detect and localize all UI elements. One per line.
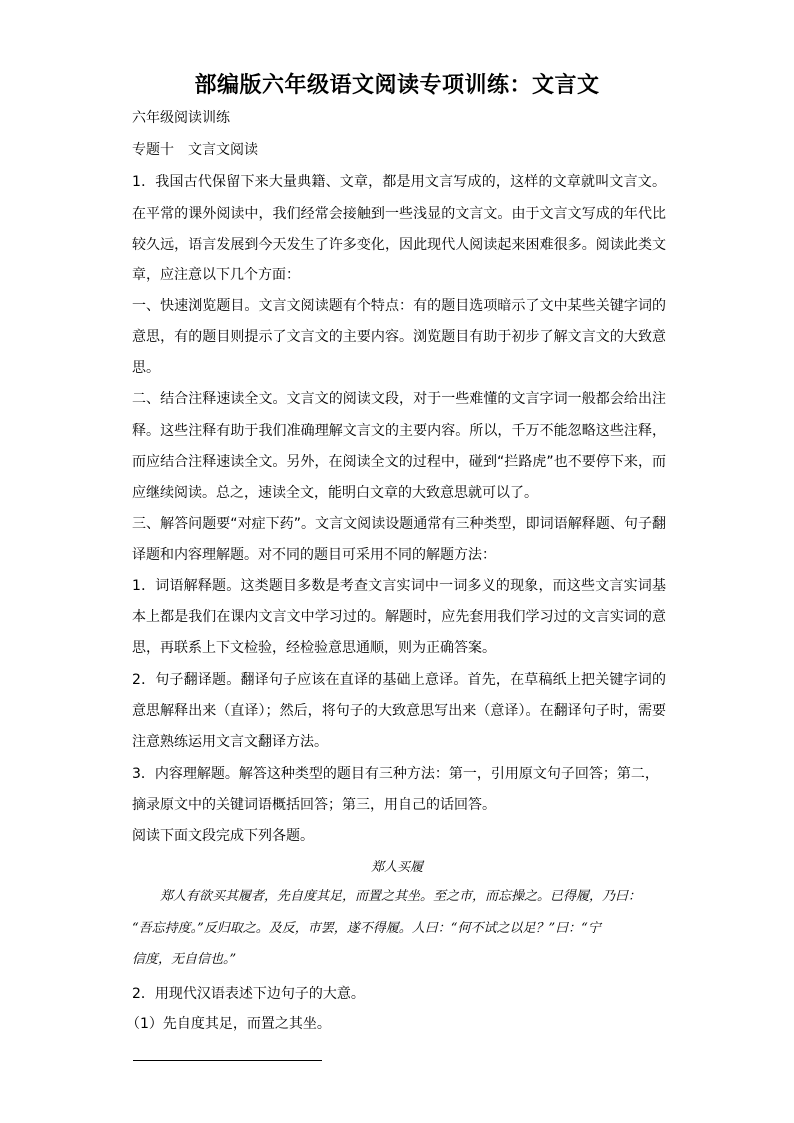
passage-line: “吾忘持度。”反归取之。及反，市罢，遂不得履。人曰：“何不试之以足？”曰：“宁 (132, 921, 601, 936)
method1-line: 思，再联系上下文检验，经检验意思通顺，则为正确答案。 (132, 640, 496, 656)
point3-line: 译题和内容理解题。对不同的题目可采用不同的解题方法： (132, 547, 496, 563)
section-heading: 专题十 文言文阅读 (132, 142, 258, 158)
intro-line: 在平常的课外阅读中，我们经常会接触到一些浅显的文言文。由于文言文写成的年代比 (132, 206, 666, 222)
method2-line: 意思解释出来（直译）；然后，将句子的大致意思写出来（意译）。在翻译句子时，需要 (132, 703, 666, 719)
point2-line: 释。这些注释有助于我们准确理解文言文的主要内容。所以，千万不能忽略这些注释， (132, 423, 666, 439)
point2-line: 应继续阅读。总之，速读全文，能明白文章的大致意思就可以了。 (132, 485, 538, 501)
method3-line: 摘录原文中的关键词语概括回答；第三，用自己的话回答。 (132, 797, 496, 813)
method1-line: 1．词语解释题。这类题目多数是考查文言实词中一词多义的现象，而这些文言实词基 (132, 578, 666, 594)
passage-line: 郑人有欲买其履者，先自度其足，而置之其坐。至之市，而忘操之。已得履，乃曰： (160, 889, 642, 904)
point1-line: 意思，有的题目则提示了文言文的主要内容。浏览题目有助于初步了解文言文的大致意 (132, 329, 666, 345)
answer-line[interactable] (133, 1060, 322, 1061)
method2-line: 注意熟练运用文言文翻译方法。 (132, 734, 328, 750)
point1-line: 一、快速浏览题目。文言文阅读题有个特点：有的题目选项暗示了文中某些关键字词的 (132, 298, 666, 314)
intro-line: 1．我国古代保留下来大量典籍、文章，都是用文言写成的，这样的文章就叫文言文。 (132, 174, 666, 190)
point3-line: 三、解答问题要“对症下药”。文言文阅读设题通常有三种类型，即词语解释题、句子翻 (132, 516, 666, 532)
reading-instruction: 阅读下面文段完成下列各题。 (132, 828, 314, 844)
passage-title: 郑人买履 (370, 860, 423, 875)
document-title: 部编版六年级语文阅读专项训练：文言文 (194, 73, 600, 98)
question-2-1: （1）先自度其足，而置之其坐。 (126, 1016, 331, 1032)
method1-line: 本上都是我们在课内文言文中学习过的。解题时，应先套用我们学习过的文言实词的意 (132, 609, 666, 625)
intro-line: 章，应注意以下几个方面： (132, 267, 300, 283)
point1-line: 思。 (132, 360, 160, 376)
point2-line: 二、结合注释速读全文。文言文的阅读文段，对于一些难懂的文言字词一般都会给出注 (132, 391, 666, 407)
method2-line: 2．句子翻译题。翻译句子应该在直译的基础上意译。首先，在草稿纸上把关键字词的 (132, 672, 666, 688)
question-2: 2．用现代汉语表述下边句子的大意。 (132, 986, 365, 1002)
subtitle: 六年级阅读训练 (132, 110, 230, 126)
intro-line: 较久远，语言发展到今天发生了许多变化，因此现代人阅读起来困难很多。阅读此类文 (132, 237, 666, 253)
passage-line: 信度，无自信也。” (132, 952, 237, 967)
method3-line: 3．内容理解题。解答这种类型的题目有三种方法：第一，引用原文句子回答；第二， (132, 766, 659, 782)
point2-line: 而应结合注释速读全文。另外，在阅读全文的过程中，碰到“拦路虎”也不要停下来，而 (132, 454, 666, 470)
